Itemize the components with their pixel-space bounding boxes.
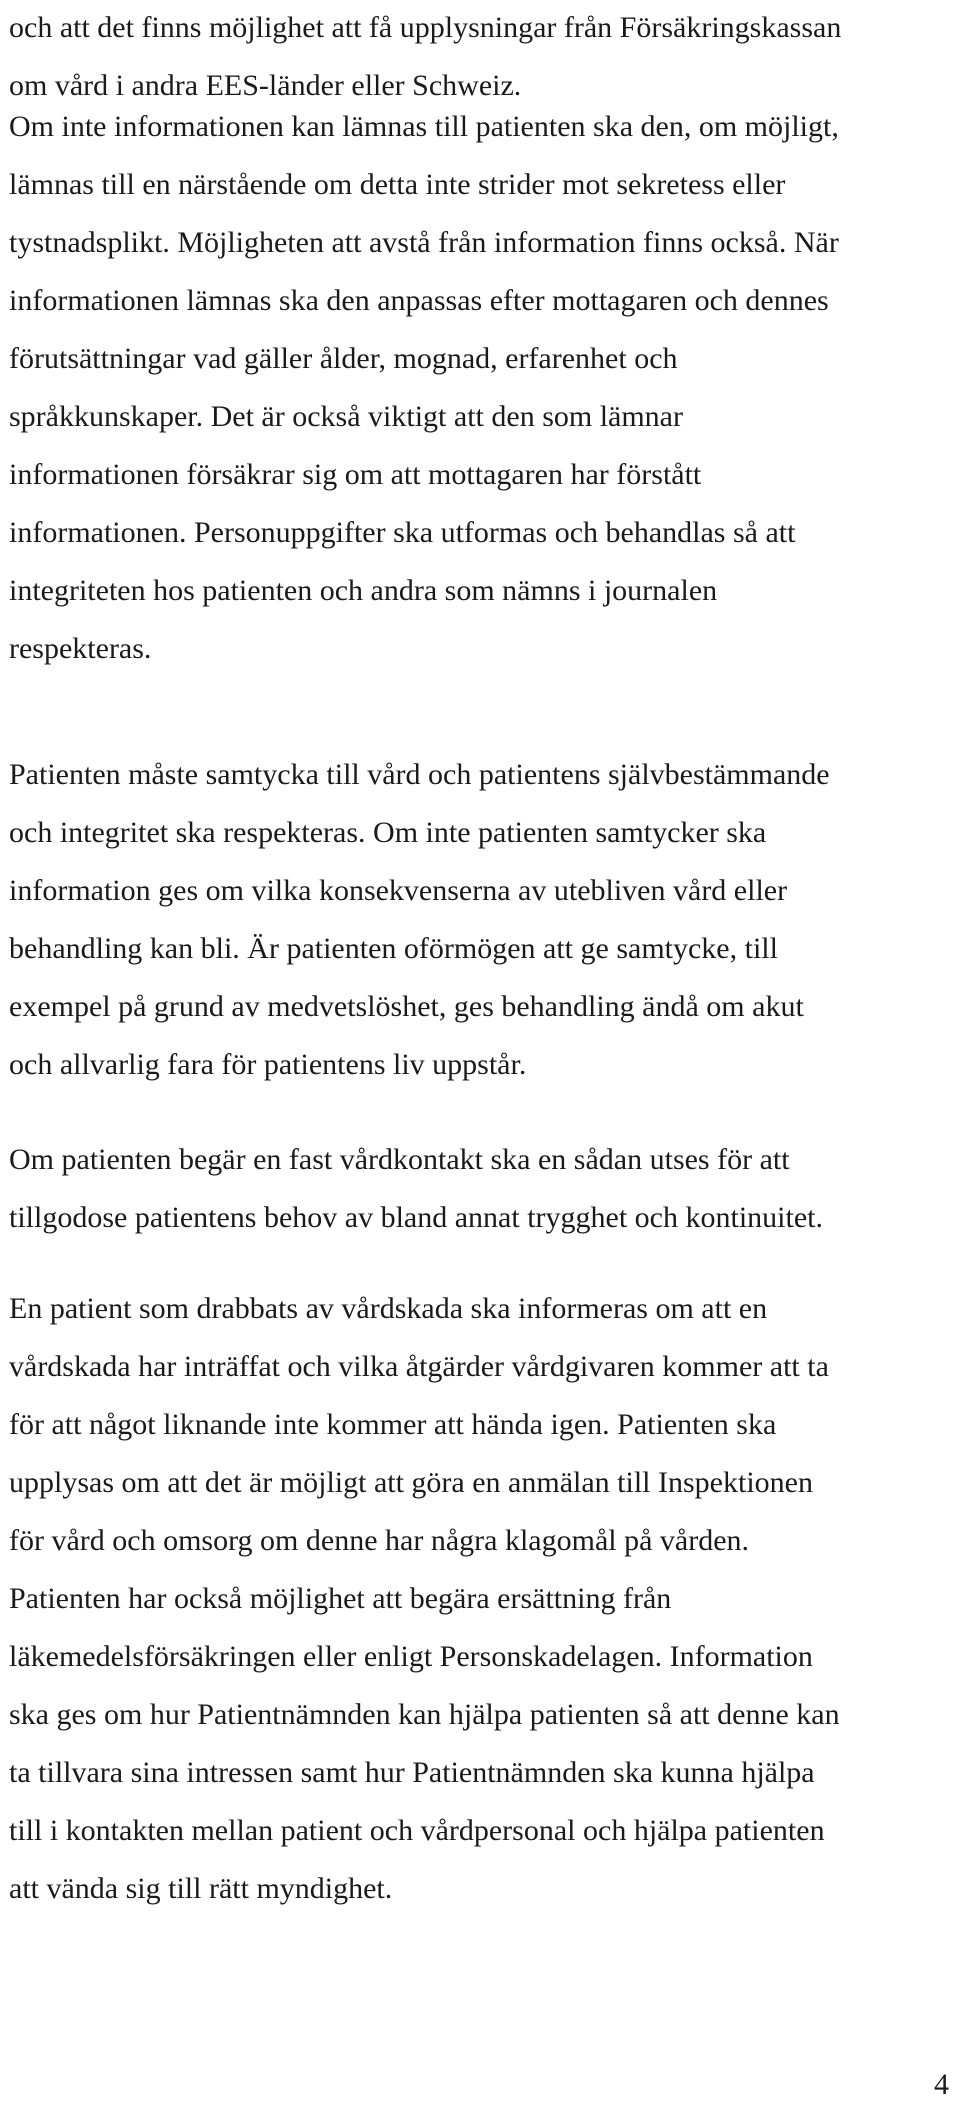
text-line: exempel på grund av medvetslöshet, ges behandling ändå om akut (9, 990, 804, 1023)
text-line: informationen försäkrar sig om att mottagaren har förstått (9, 458, 702, 491)
text-line: En patient som drabbats av vårdskada ska informeras om att en (9, 1292, 768, 1325)
text-line: lämnas till en närstående om detta inte strider mot sekretess eller (9, 168, 786, 201)
paragraph-3 (9, 746, 954, 1094)
text-line: och att det finns möjlighet att få upplysningar från Försäkringskassan (9, 11, 842, 44)
text-line: behandling kan bli. Är patienten oförmögen att ge samtycke, till (9, 932, 778, 965)
text-line: informationen. Personuppgifter ska utformas och behandlas så att (9, 516, 796, 549)
text-line: information ges om vilka konsekvenserna av utebliven vård eller (9, 874, 788, 907)
text-line: upplysas om att det är möjligt att göra en anmälan till Inspektionen (9, 1466, 813, 1499)
paragraph-4 (9, 1131, 954, 1247)
text-line: om vård i andra EES-länder eller Schweiz. (9, 69, 522, 102)
text-line: tystnadsplikt. Möjligheten att avstå från information finns också. När (9, 226, 839, 259)
text-line: informationen lämnas ska den anpassas efter mottagaren och dennes (9, 284, 829, 317)
text-line: till i kontakten mellan patient och vårdpersonal och hjälpa patienten (9, 1814, 825, 1847)
text-line: Om inte informationen kan lämnas till patienten ska den, om möjligt, (9, 110, 839, 143)
paragraph-5 (9, 1280, 954, 1918)
text-line: förutsättningar vad gäller ålder, mognad, erfarenhet och (9, 342, 678, 375)
page-number: 4 (934, 2068, 949, 2101)
text-line: och allvarlig fara för patientens liv uppstår. (9, 1048, 527, 1081)
text-line: att vända sig till rätt myndighet. (9, 1872, 393, 1905)
text-line: språkkunskaper. Det är också viktigt att den som lämnar (9, 400, 683, 433)
text-line: läkemedelsförsäkringen eller enligt Personskadelagen. Information (9, 1640, 813, 1673)
text-line: vårdskada har inträffat och vilka åtgärder vårdgivaren kommer att ta (9, 1350, 829, 1383)
text-line: Patienten har också möjlighet att begära ersättning från (9, 1582, 672, 1615)
text-line: Patienten måste samtycka till vård och patientens självbestämmande (9, 758, 830, 791)
text-line: ta tillvara sina intressen samt hur Patientnämnden ska kunna hjälpa (9, 1756, 815, 1789)
text-line: Om patienten begär en fast vårdkontakt ska en sådan utses för att (9, 1143, 790, 1176)
text-line: för vård och omsorg om denne har några klagomål på vården. (9, 1524, 750, 1557)
text-line: integriteten hos patienten och andra som nämns i journalen (9, 574, 718, 607)
text-line: respekteras. (9, 632, 152, 665)
text-line: ska ges om hur Patientnämnden kan hjälpa patienten så att denne kan (9, 1698, 840, 1731)
text-line: tillgodose patientens behov av bland annat trygghet och kontinuitet. (9, 1201, 823, 1234)
paragraph-2 (9, 98, 954, 678)
text-line: för att något liknande inte kommer att hända igen. Patienten ska (9, 1408, 777, 1441)
text-line: och integritet ska respekteras. Om inte patienten samtycker ska (9, 816, 767, 849)
